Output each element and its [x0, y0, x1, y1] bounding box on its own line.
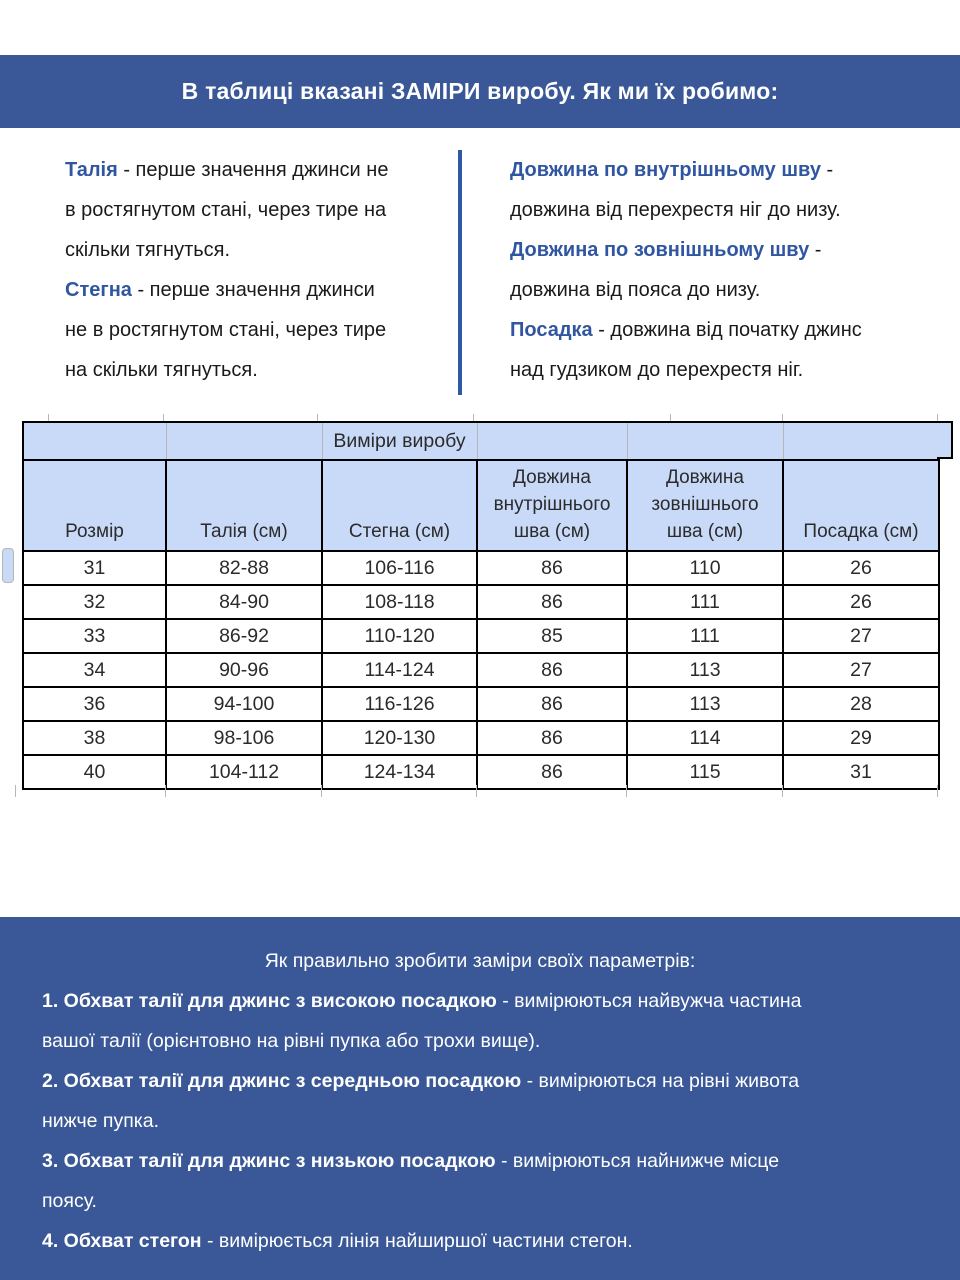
definition-line [510, 270, 862, 310]
text-run: - перше значення джинси не [117, 159, 389, 181]
table-cell: 27 [783, 653, 939, 687]
column-divider [458, 150, 462, 395]
table-cell: 94-100 [166, 687, 322, 721]
definitions-left-column [65, 150, 388, 390]
column-header-cell: Посадка (см) [783, 460, 939, 551]
definition-term: Талія [65, 159, 118, 181]
table-cell: 40 [23, 755, 166, 789]
gridline-stub [476, 785, 477, 797]
instruction-line [42, 1141, 918, 1181]
instruction-line [42, 1221, 918, 1261]
table-cell: 82-88 [166, 551, 322, 585]
instruction-bold-part: 1. Обхват талії для джинс з високою посадкою [42, 990, 497, 1012]
table-cell: 113 [627, 653, 783, 687]
table-cell: 124-134 [322, 755, 477, 789]
table-row [23, 721, 939, 755]
table-row [23, 755, 939, 789]
table-cell: 113 [627, 687, 783, 721]
empty-header-cell [166, 422, 322, 460]
table-merged-header-row [23, 422, 939, 460]
definitions-right-column [510, 150, 862, 390]
table-cell: 32 [23, 585, 166, 619]
table-cell: 114 [627, 721, 783, 755]
definition-term: Стегна [65, 279, 132, 301]
column-header-cell: Розмір [23, 460, 166, 551]
gridline-stub [670, 414, 671, 421]
definition-line [65, 230, 388, 270]
instructions-heading: Як правильно зробити заміри своїх параметрів: [264, 950, 696, 972]
definition-line [510, 310, 862, 350]
text-run: довжина від пояса до низу. [510, 279, 761, 301]
definition-term: Довжина по внутрішньому шву [510, 159, 821, 181]
table-cell: 86 [477, 755, 627, 789]
merged-header-cell: Виміри виробу [322, 422, 477, 460]
table-cell: 84-90 [166, 585, 322, 619]
definition-line [510, 230, 862, 270]
text-run: не в ростягнутом стані, через тире [65, 319, 387, 341]
instructions-list [42, 981, 918, 1261]
table-row [23, 619, 939, 653]
table-cell: 36 [23, 687, 166, 721]
table-cell: 108-118 [322, 585, 477, 619]
table-row [23, 551, 939, 585]
gridline-stub [165, 785, 166, 797]
text-run: над гудзиком до перехрестя ніг. [510, 359, 804, 381]
table-cell: 110-120 [322, 619, 477, 653]
table-cell: 33 [23, 619, 166, 653]
empty-header-cell [477, 422, 627, 460]
text-run: - вимірюються на рівні живота [521, 1070, 800, 1092]
table-cell: 104-112 [166, 755, 322, 789]
gridline-stub [473, 414, 474, 421]
table-cell: 29 [783, 721, 939, 755]
text-run: - довжина від початку джинс [592, 319, 862, 341]
table-cell: 38 [23, 721, 166, 755]
gridline-stub [48, 414, 49, 421]
table-cell: 116-126 [322, 687, 477, 721]
instruction-line [42, 1021, 918, 1061]
table-cell: 85 [477, 619, 627, 653]
table-cell: 106-116 [322, 551, 477, 585]
text-run: в ростягнутом стані, через тире на [65, 199, 387, 221]
definition-line [510, 190, 862, 230]
table-cell: 27 [783, 619, 939, 653]
measuring-instructions [0, 917, 960, 1280]
instruction-bold-part: 4. Обхват стегон [42, 1230, 202, 1252]
text-run: - вимірюється лінія найширшої частини стегон. [201, 1230, 633, 1252]
table-overhang-cell [937, 421, 953, 459]
table-cell: 86-92 [166, 619, 322, 653]
table-cell: 114-124 [322, 653, 477, 687]
text-run: - вимірюються найнижче місце [495, 1150, 780, 1172]
table-cell: 86 [477, 721, 627, 755]
left-edge-artifact [2, 548, 14, 583]
table-cell: 111 [627, 585, 783, 619]
text-run: довжина від перехрестя ніг до низу. [510, 199, 841, 221]
table-cell: 98-106 [166, 721, 322, 755]
table-cell: 110 [627, 551, 783, 585]
text-run: нижче пупка. [42, 1110, 159, 1132]
column-header-cell: Стегна (см) [322, 460, 477, 551]
size-table [22, 421, 940, 790]
definition-line [65, 350, 388, 390]
instruction-bold-part: 3. Обхват талії для джинс з низькою посадкою [42, 1150, 496, 1172]
instruction-line [42, 1101, 918, 1141]
instruction-line [42, 1181, 918, 1221]
gridline-stub [782, 414, 783, 421]
gridline-stub [321, 785, 322, 797]
gridline-stub [15, 785, 16, 797]
text-run: скільки тягнуться. [65, 239, 231, 261]
table-cell: 120-130 [322, 721, 477, 755]
column-header-cell: Довжина внутрішнього шва (см) [477, 460, 627, 551]
text-run: - перше значення джинси [131, 279, 375, 301]
instruction-line [42, 981, 918, 1021]
empty-header-cell [627, 422, 783, 460]
gridline-stub [937, 785, 938, 797]
table-cell: 115 [627, 755, 783, 789]
header-banner [0, 55, 960, 128]
definition-term: Посадка [510, 319, 593, 341]
gridline-stub [317, 414, 318, 421]
table-cell: 31 [23, 551, 166, 585]
table-cell: 86 [477, 585, 627, 619]
instruction-line [42, 1061, 918, 1101]
gridline-stub [626, 785, 627, 797]
definition-line [510, 350, 862, 390]
table-cell: 26 [783, 551, 939, 585]
instruction-bold-part: 2. Обхват талії для джинс з середньою посадкою [42, 1070, 522, 1092]
gridline-stub [937, 414, 938, 421]
column-header-cell: Довжина зовнішнього шва (см) [627, 460, 783, 551]
table-cell: 31 [783, 755, 939, 789]
text-run: - [809, 239, 822, 261]
definition-line [65, 310, 388, 350]
table-cell: 28 [783, 687, 939, 721]
table-cell: 34 [23, 653, 166, 687]
table-cell: 90-96 [166, 653, 322, 687]
column-header-cell: Талія (см) [166, 460, 322, 551]
text-run: поясу. [42, 1190, 97, 1212]
text-run: - вимірюються найвужча частина [496, 990, 802, 1012]
table-cell: 86 [477, 653, 627, 687]
banner-title: В таблиці вказані ЗАМІРИ виробу. Як ми їх робимо: [181, 78, 779, 104]
text-run: вашої талії (орієнтовно на рівні пупка або трохи вище). [42, 1030, 541, 1052]
definition-line [65, 190, 388, 230]
empty-header-cell [23, 422, 166, 460]
definition-line [510, 150, 862, 190]
gridline-stub [163, 414, 164, 421]
table-row [23, 585, 939, 619]
table-cell: 111 [627, 619, 783, 653]
gridline-stub [782, 785, 783, 797]
table-cell: 86 [477, 687, 627, 721]
definition-line [65, 270, 388, 310]
empty-header-cell [783, 422, 939, 460]
definition-line [65, 150, 388, 190]
table-column-header-row [23, 460, 939, 551]
text-run: - [820, 159, 834, 181]
table-row [23, 653, 939, 687]
table-cell: 86 [477, 551, 627, 585]
table-row [23, 687, 939, 721]
table-cell: 26 [783, 585, 939, 619]
text-run: на скільки тягнуться. [65, 359, 258, 381]
definition-term: Довжина по зовнішньому шву [510, 239, 810, 261]
